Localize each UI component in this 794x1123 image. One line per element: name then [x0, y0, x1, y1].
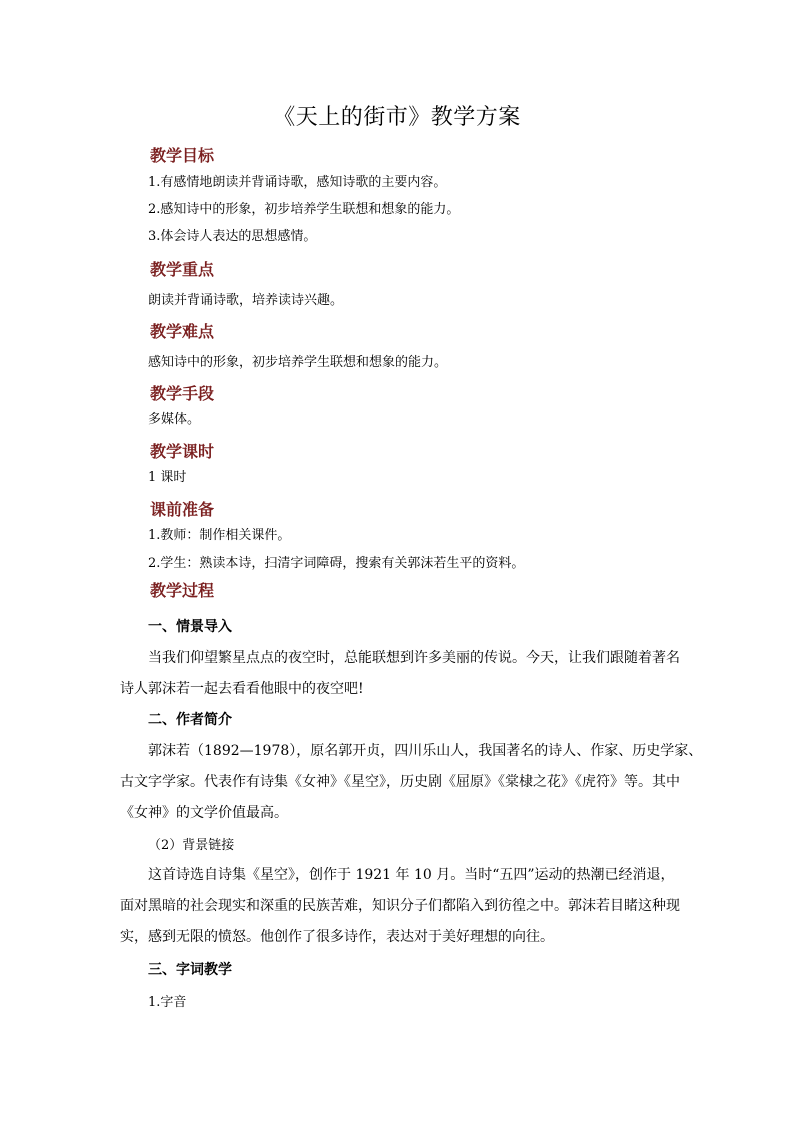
goals-heading: 教学目标 [150, 146, 215, 165]
means-text: 多媒体。 [148, 412, 201, 427]
key-points-heading: 教学重点 [150, 260, 215, 279]
background-line-2: 面对黑暗的社会现实和深重的民族苦难，知识分子们都陷入到彷徨之中。郭沫若目睹这种现 [120, 898, 680, 914]
author-line-2: 古文字学家。代表作有诗集《女神》《星空》，历史剧《屈原》《棠棣之花》《虎符》等。其中 [120, 774, 680, 790]
hours-heading: 教学课时 [150, 442, 215, 461]
goal-item-2: 2.感知诗中的形象，初步培养学生联想和想象的能力。 [148, 202, 460, 217]
difficulty-text: 感知诗中的形象，初步培养学生联想和想象的能力。 [148, 355, 448, 370]
intro-heading: 一、情景导入 [148, 619, 232, 635]
author-line-3: 《女神》的文学价值最高。 [120, 805, 288, 821]
means-heading: 教学手段 [150, 384, 215, 403]
document-title: 《天上的街市》教学方案 [273, 105, 521, 130]
hours-text: 1 课时 [148, 470, 187, 485]
author-line-1: 郭沫若（1892—1978），原名郭开贞，四川乐山人，我国著名的诗人、作家、历史学家、 [148, 743, 703, 759]
author-heading: 二、作者简介 [148, 712, 232, 728]
background-line-3: 实，感到无限的愤怒。他创作了很多诗作，表达对于美好理想的向往。 [120, 929, 554, 945]
words-heading: 三、字词教学 [148, 962, 232, 978]
intro-line-1: 当我们仰望繁星点点的夜空时，总能联想到许多美丽的传说。今天，让我们跟随着著名 [148, 650, 680, 666]
goal-item-3: 3.体会诗人表达的思想感情。 [148, 229, 317, 244]
prep-heading: 课前准备 [150, 500, 215, 519]
background-line-1: 这首诗选自诗集《星空》，创作于 1921 年 10 月。当时“五四”运动的热潮已经消退， [148, 867, 675, 883]
prep-item-1: 1.教师：制作相关课件。 [148, 528, 291, 543]
process-heading: 教学过程 [150, 581, 215, 600]
words-sub-pronunciation: 1.字音 [148, 995, 187, 1010]
difficulty-heading: 教学难点 [150, 322, 215, 341]
key-points-text: 朗读并背诵诗歌，培养读诗兴趣。 [148, 293, 344, 308]
goal-item-1: 1.有感情地朗读并背诵诗歌，感知诗歌的主要内容。 [148, 175, 447, 190]
intro-line-2: 诗人郭沫若一起去看看他眼中的夜空吧! [120, 681, 364, 697]
background-heading: （2）背景链接 [148, 838, 235, 853]
prep-item-2: 2.学生：熟读本诗，扫清字词障碍，搜索有关郭沫若生平的资料。 [148, 556, 525, 571]
